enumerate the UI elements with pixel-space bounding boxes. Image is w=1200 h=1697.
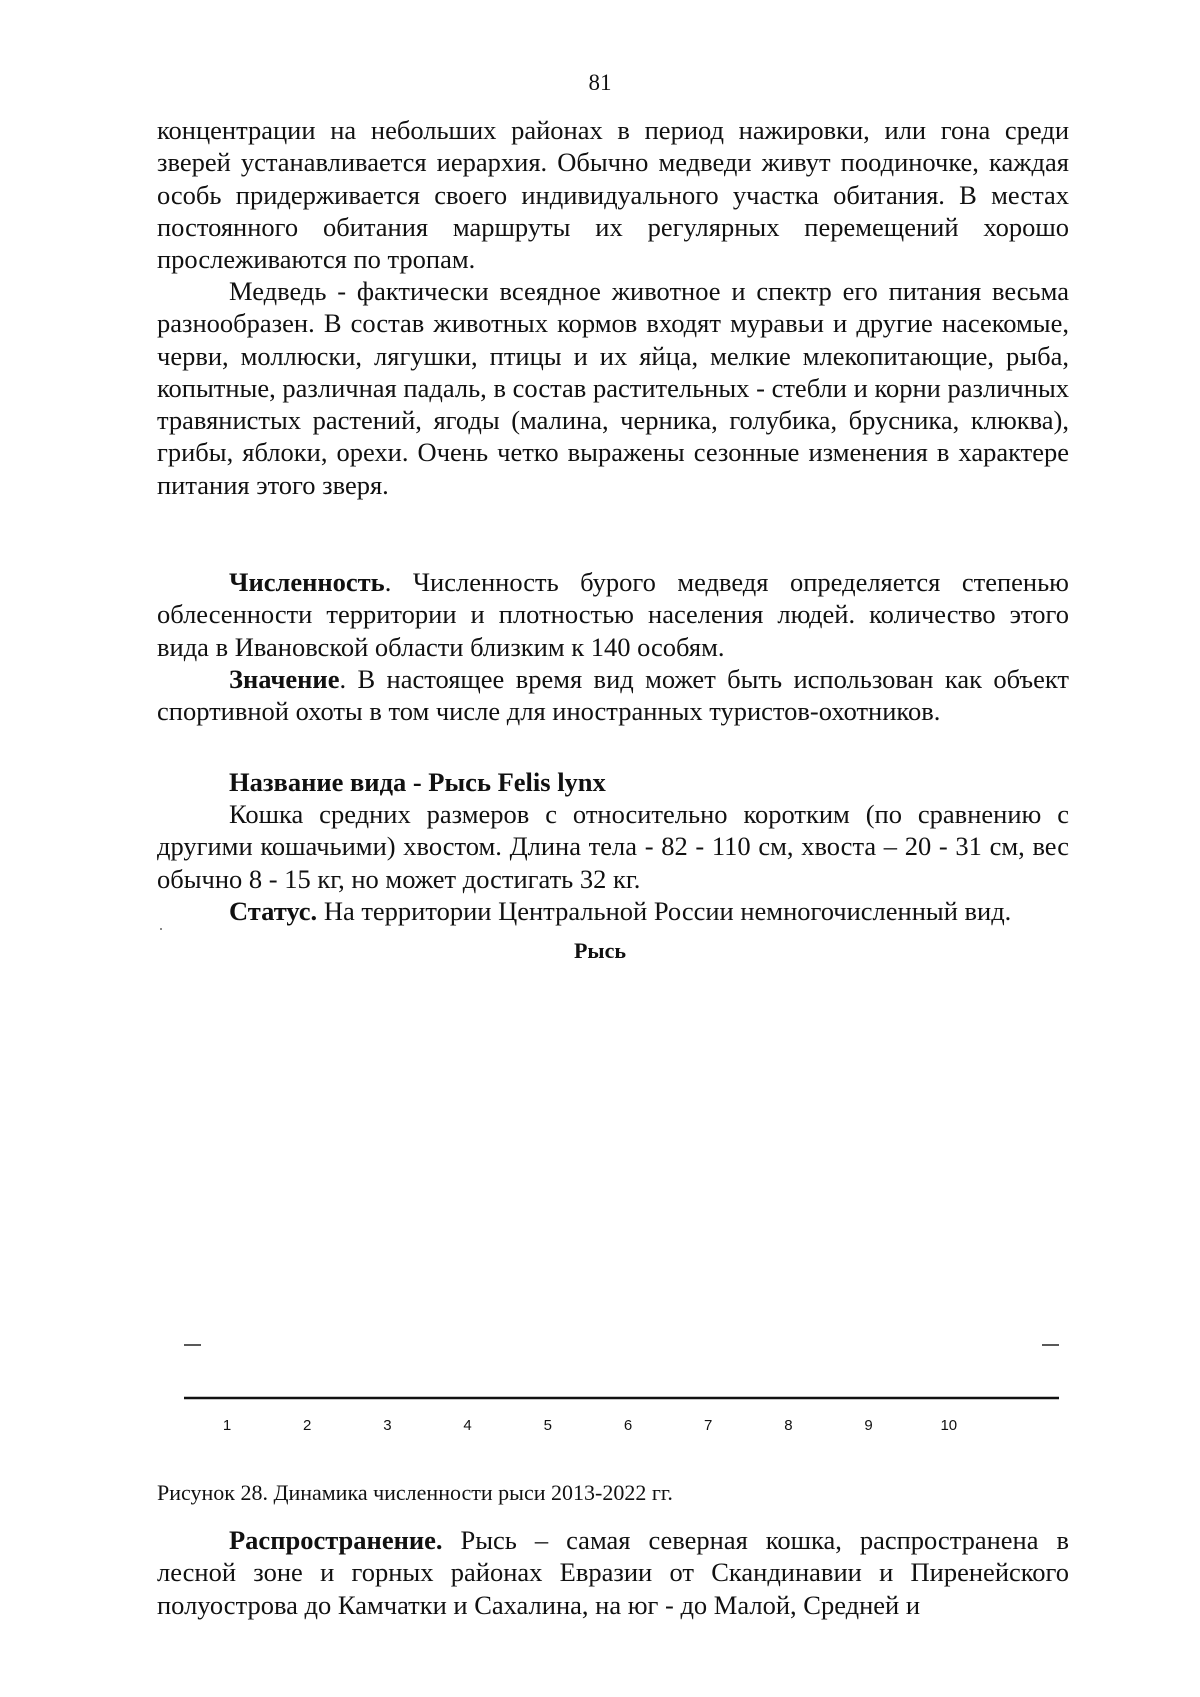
- x-tick-label: 1: [222, 1417, 232, 1434]
- paragraph-text: На территории Центральной России немногочисленный вид.: [317, 896, 1012, 926]
- paragraph-text: . В настоящее время вид может быть использован как объект спортивной охоты в том числе для иностранных туристов-охотников.: [157, 664, 1069, 727]
- x-tick-label: 3: [383, 1417, 392, 1434]
- x-tick-labels: [223, 1417, 957, 1434]
- population-chart: [0, 960, 1200, 1450]
- x-tick-label: 10: [940, 1417, 958, 1434]
- section-label-significance: Значение: [229, 664, 340, 694]
- paragraph-text: концентрации на небольших районах в период нажировки, или гона среди зверей устанавливается иерархия. Обычно медведи живут поодиночке, каждая особь придерживается своего индивидуального участка обитания. В местах постоянного обитания маршруты их регулярных перемещений хорошо прослеживаются по тропам.: [157, 115, 1069, 275]
- paragraph-population: [157, 566, 1069, 663]
- species-heading: Название вида - Рысь Felis lynx: [229, 767, 606, 797]
- x-tick-label: 9: [864, 1417, 873, 1434]
- paragraph-distribution: [157, 1524, 1069, 1621]
- x-tick-label: 7: [704, 1417, 713, 1434]
- x-tick-label: 6: [623, 1417, 633, 1434]
- x-tick-label: 4: [463, 1417, 472, 1434]
- paragraph-text: Рысь – самая северная кошка, распространена в лесной зоне и горных районах Евразии от Скандинавии и Пиренейского полуострова до Камчатки и Сахалина, на юг - до Малой, Средней и: [157, 1525, 1069, 1620]
- paragraph-lynx-status: [157, 895, 1069, 927]
- paragraph-hierarchy: [157, 114, 1069, 275]
- paragraph-significance: [157, 663, 1069, 728]
- paragraph-text: Медведь - фактически всеядное животное и спектр его питания весьма разнообразен. В состав животных кормов входят муравьи и другие насекомые, черви, моллюски, лягушки, птицы и их яйца, мелкие млекопитающие, рыба, копытные, различная падаль, в состав растительных - стебли и корни различных травянистых растений, ягоды (малина, черника, голубика, брусника, клюква), грибы, яблоки, орехи. Очень четко выражены сезонные изменения в характере питания этого зверя.: [157, 276, 1069, 500]
- paragraph-diet: [157, 275, 1069, 501]
- x-tick-label: 8: [784, 1417, 793, 1434]
- scan-speck: [160, 928, 162, 930]
- chart-title: Рысь: [573, 938, 626, 963]
- figure-caption: Рисунок 28. Динамика численности рыси 2013-2022 гг.: [157, 1480, 673, 1505]
- paragraph-text: . Численность бурого медведя определяется степенью облесенности территории и плотностью населения людей. количество этого вида в Ивановской области близким к 140 особям.: [157, 567, 1069, 662]
- page-number: 81: [588, 70, 612, 95]
- section-label-status: Статус.: [229, 896, 318, 926]
- paragraph-text: Кошка средних размеров с относительно коротким (по сравнению с другими кошачьими) хвостом. Длина тела - 82 - 110 см, хвоста – 20 - 31 см, вес обычно 8 - 15 кг, но может достигать 32 кг.: [157, 799, 1069, 894]
- x-tick-label: 2: [303, 1417, 312, 1434]
- section-label-population: Численность: [229, 567, 385, 597]
- section-label-distribution: Распространение.: [229, 1525, 443, 1555]
- x-tick-label: 5: [543, 1417, 552, 1434]
- paragraph-lynx-description: [157, 798, 1069, 895]
